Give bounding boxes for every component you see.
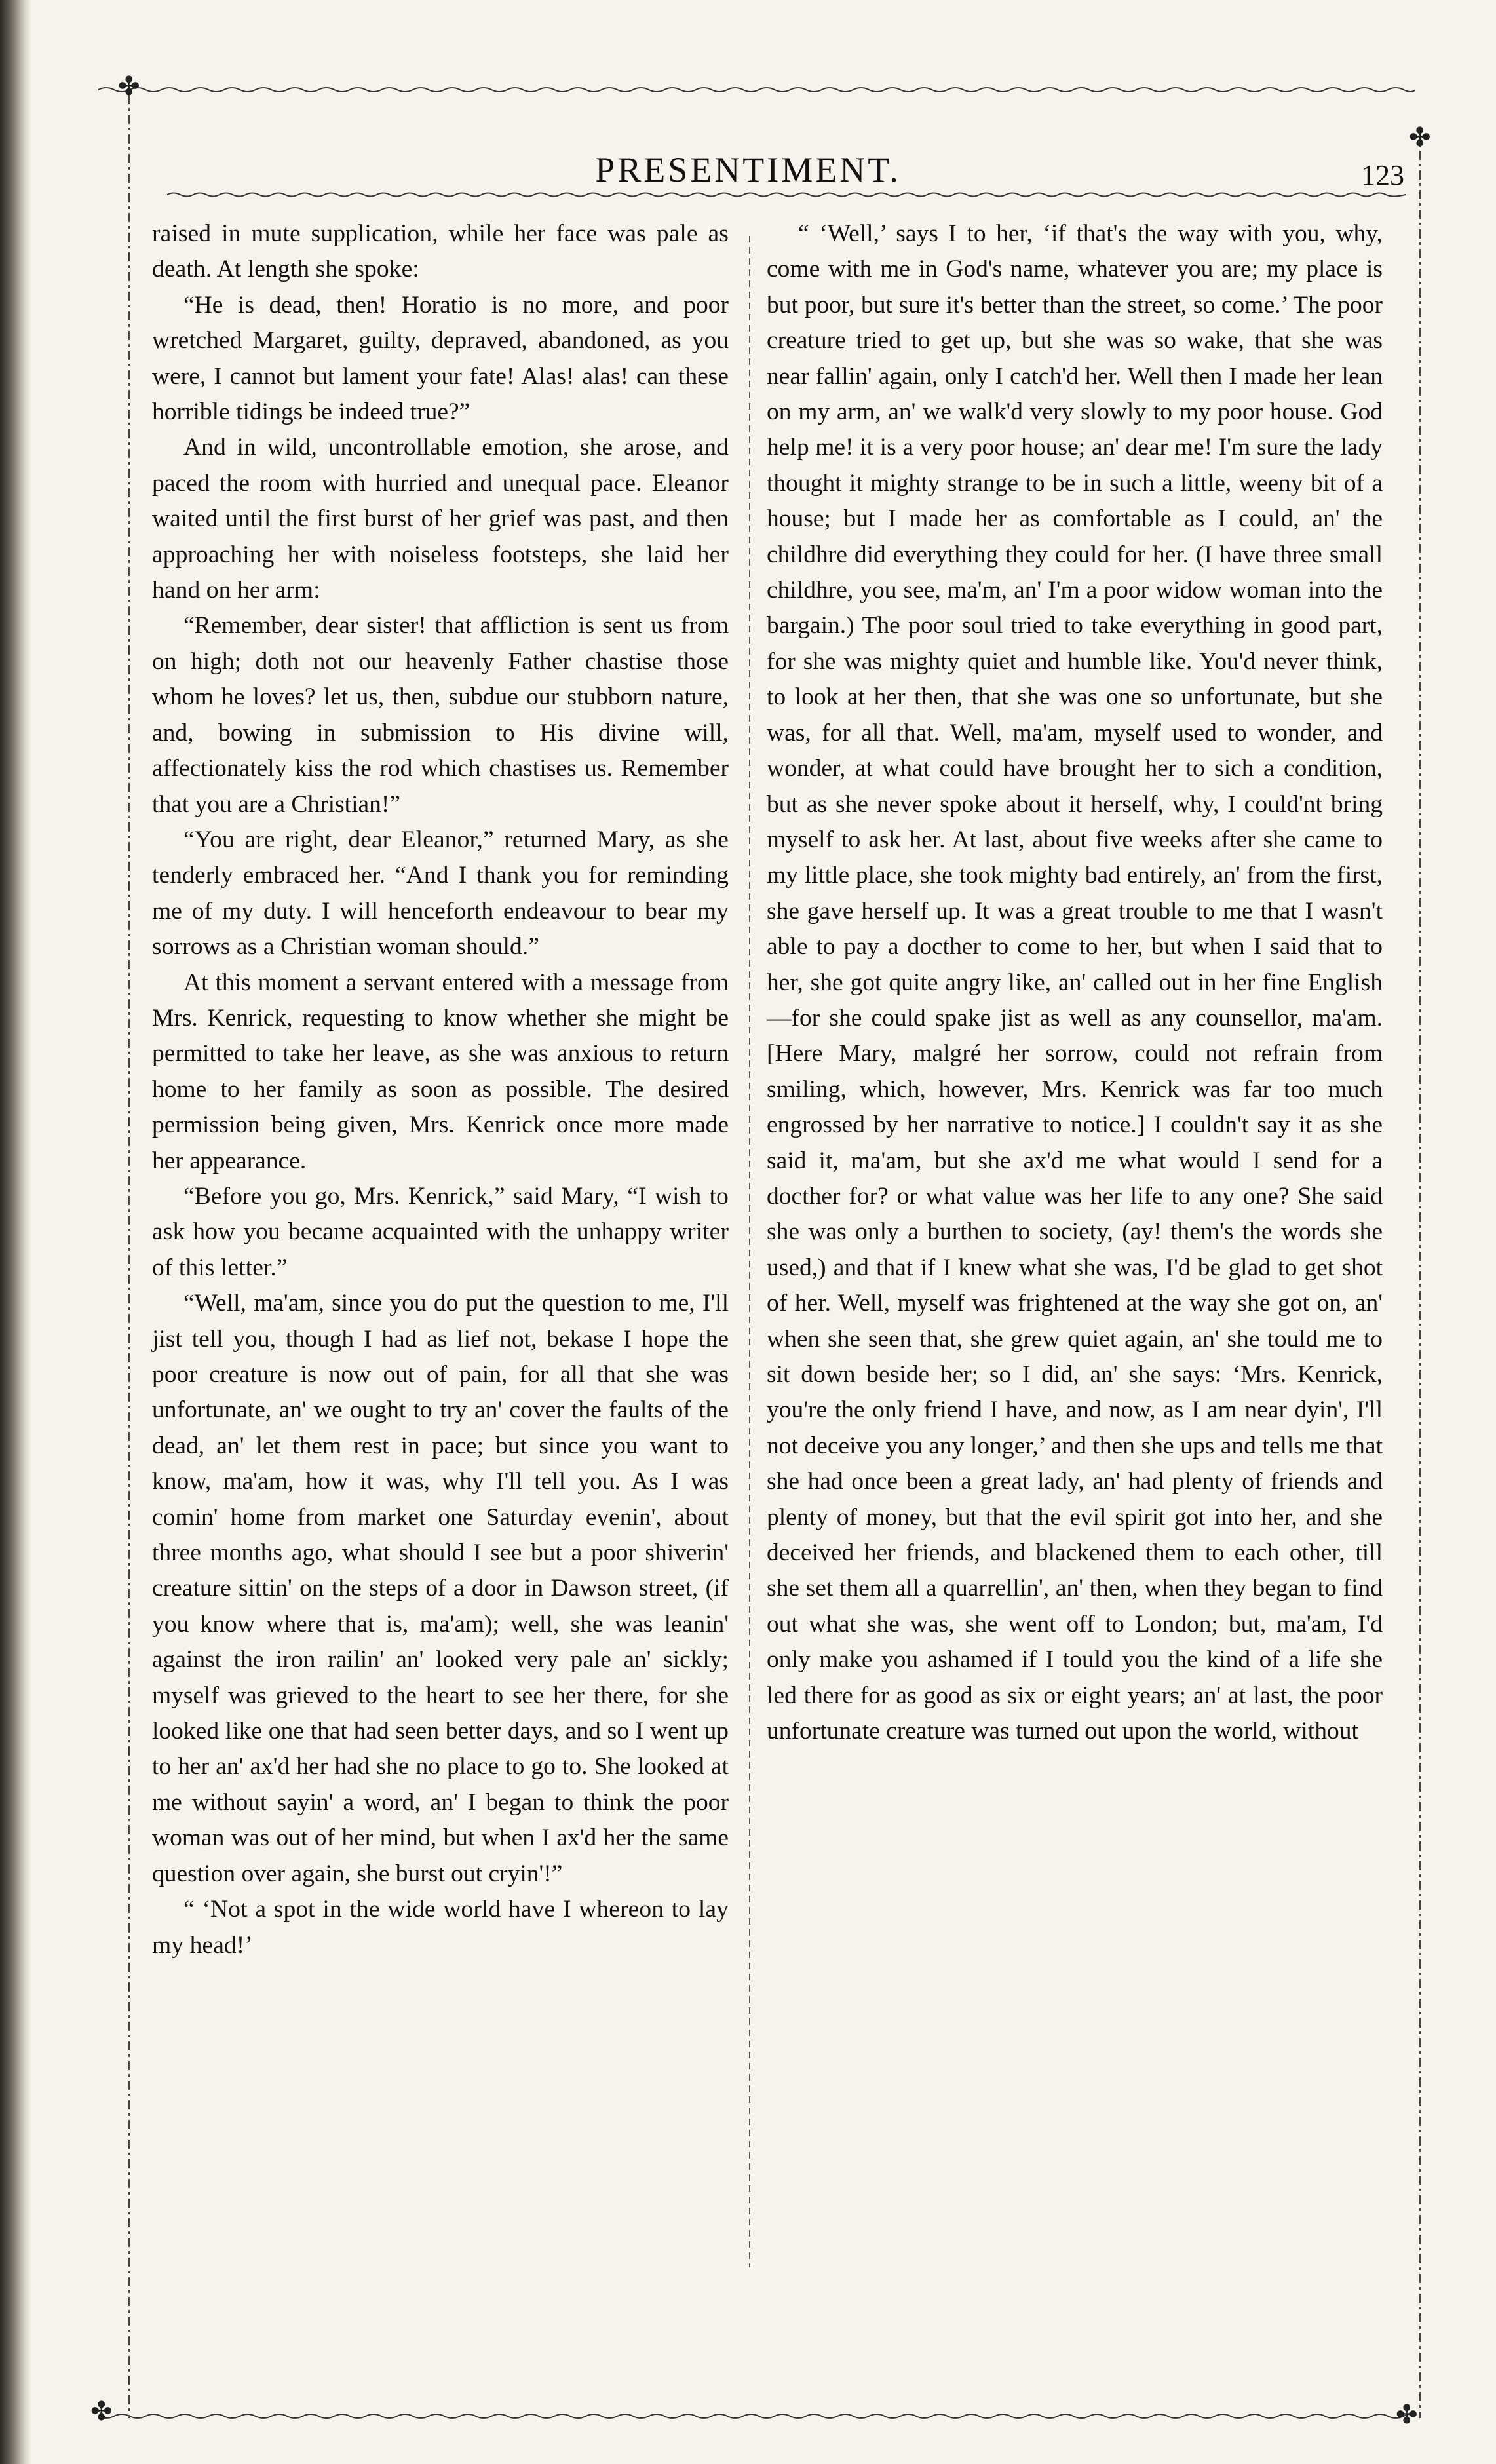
ornamental-border-bottom (98, 2412, 1415, 2421)
ornamental-border-top (98, 85, 1415, 94)
paragraph: “You are right, dear Eleanor,” returned Mary, as she tenderly embraced her. “And I thank you for reminding me of my duty. I will henceforth endeavour to bear my sorrows as a Christian woman should.” (152, 826, 729, 961)
paragraph: “ ‘Not a spot in the wide world have I whereon to lay my head!’ (152, 1896, 729, 1959)
paragraph: “Before you go, Mrs. Kenrick,” said Mary, “I wish to ask how you became acquainted with the unhappy writer of this letter.” (152, 1182, 729, 1281)
paragraph: raised in mute supplication, while her face was pale as death. At length she spoke: (152, 220, 729, 283)
header-wavy-rule (167, 190, 1406, 199)
right-text-column (767, 216, 1383, 1749)
paragraph: “Well, ma'am, since you do put the question to me, I'll jist tell you, though I had as lief not, bekase I hope the poor creature is now out of pain, for all that she was unfortunate, an' we ought to try an' cover the faults of the dead, an' let them rest in pace; but since you want to know, ma'am, how it was, why I'll tell you. As I was comin' home from market one Saturday evenin', about three months ago, what should I see but a poor shiverin' creature sittin' on the steps of a door in Dawson street, (if you know where that is, ma'am); well, she was leanin' against the iron railin' an' looked very pale an' sickly; myself was grieved to the heart to see her there, for she looked like one that had seen better days, and so I went up to her an' ax'd her had she no place to go to. She looked at me without sayin' a word, an' I began to think the poor woman was out of her mind, but when I ax'd her the same question over again, she burst out cryin'!” (152, 1290, 729, 1887)
column-divider (747, 236, 752, 2267)
paragraph: “ ‘Well,’ says I to her, ‘if that's the way with you, why, come with me in God's name, whatever you are; my place is but poor, but sure it's better than the street, so come.’ The poor creature tried to get up, but she was so wake, that she was near fallin' again, only I catch'd her. Well then I made her lean on my arm, an' we walk'd very slowly to my poor house. God help me! it is a very poor house; an' dear me! I'm sure the lady thought it mighty strange to be in such a little, weeny bit of a house; but I made her as comfortable as I could, an' the childhre did everything they could for her. (I have three small childhre, you see, ma'm, an' I'm a poor widow woman into the bargain.) The poor soul tried to take everything in good part, for she was mighty quiet and humble like. You'd never think, to look at her then, that she was one so unfortunate, but she was, for all that. Well, ma'am, myself used to wonder, and wonder, at what could have brought her to sich a condition, but as she never spoke about it herself, why, I could'nt bring myself to ask her. At last, about five weeks after she came to my little place, she took mighty bad entirely, an' from the first, she gave herself up. It was a great trouble to me that I wasn't able to pay a docther to come to her, but when I said that to her, she got quite angry like, an' called out in her fine English—for she could spake jist as well as any counsellor, ma'am. [Here Mary, malgré her sorrow, could not refrain from smiling, which, however, Mrs. Kenrick was far too much engrossed by her narrative to notice.] I couldn't say it as she said it, ma'am, but she ax'd me what would I send for a docther for? or what value was her life to any one? She said she was only a burthen to society, (ay! them's the words she used,) and that if I knew what she was, I'd be glad to get shot of her. Well, myself was frightened at the way she got on, an' when she seen that, she grew quiet again, an' she tould me to sit down beside her; so I did, an' she says: ‘Mrs. Kenrick, you're the only friend I have, and now, as I am near dyin', I'll not deceive you any longer,’ and then she ups and tells me that she had once been a great lady, an' had plenty of friends and plenty of money, but that the evil spirit got into her, and she deceived her friends, and blackened them to each other, till she set them all a quarrellin', an' then, when they began to find out what she was, she went off to London; but, ma'am, I'd only make you ashamed if I tould you the kind of a life she led there for as good as six or eight years; an' at last, the poor unfortunate creature was turned out upon the world, without (767, 220, 1383, 1745)
corner-ornament-bottom-right: ✤ (1396, 2400, 1418, 2429)
corner-ornament-bottom-left: ✤ (90, 2397, 113, 2426)
paragraph: “He is dead, then! Horatio is no more, and poor wretched Margaret, guilty, depraved, abandoned, as you were, I cannot but lament your fate! Alas! alas! can these horrible tidings be indeed true?” (152, 291, 729, 426)
ornamental-border-left (125, 95, 134, 2418)
paragraph: And in wild, uncontrollable emotion, she arose, and paced the room with hurried and unequal pace. Eleanor waited until the first burst of her grief was past, and then approaching her with noiseless footsteps, she laid her hand on her arm: (152, 434, 729, 604)
ornamental-border-right (1415, 131, 1425, 2418)
paragraph: “Remember, dear sister! that affliction is sent us from on high; doth not our heavenly Father chastise those whom he loves? let us, then, subdue our stubborn nature, and, bowing in submission to His divine will, affectionately kiss the rod which chastises us. Remember that you are a Christian!” (152, 612, 729, 818)
running-title: PRESENTIMENT. (595, 150, 901, 189)
page-binding-shadow (0, 0, 31, 2464)
left-text-column (152, 216, 729, 1963)
corner-ornament-top-left: ✤ (118, 71, 140, 101)
corner-ornament-top-right: ✤ (1409, 123, 1431, 152)
paragraph: At this moment a servant entered with a message from Mrs. Kenrick, requesting to know whether she might be permitted to take her leave, as she was anxious to return home to her family as soon as possible. The desired permission being given, Mrs. Kenrick once more made her appearance. (152, 969, 729, 1174)
page-number: 123 (1361, 159, 1404, 191)
